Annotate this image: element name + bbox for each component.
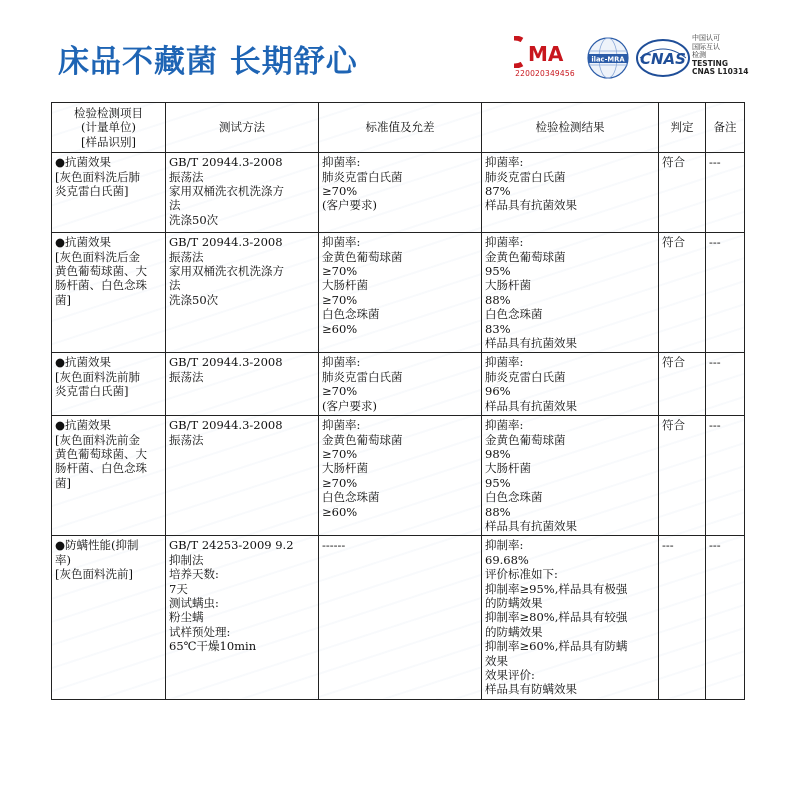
table-row <box>52 233 745 353</box>
cma-mark-icon <box>514 36 576 68</box>
standard-line: 抑菌率: <box>322 235 361 250</box>
method-line: 洗涤50次 <box>169 292 219 307</box>
header-judge: 判定 <box>659 103 706 153</box>
cnas-label: CNAS <box>640 50 686 68</box>
cell-item <box>52 416 166 536</box>
item-line: [灰色面料洗后肺 <box>55 169 140 184</box>
cell-result <box>482 536 659 699</box>
result-line: 98% <box>485 446 511 461</box>
ilac-mra-logo <box>586 36 630 84</box>
result-line: 白色念珠菌 <box>485 490 543 505</box>
result-line: 金黄色葡萄球菌 <box>485 432 566 447</box>
header-item <box>52 103 166 153</box>
cell-note: --- <box>706 536 745 699</box>
result-line: 96% <box>485 384 511 399</box>
method-line: GB/T 20944.3-2008 <box>169 355 283 370</box>
item-line: 菌] <box>55 475 71 490</box>
method-line: 振荡法 <box>169 369 204 384</box>
item-line: [灰色面料洗前金 <box>55 432 140 447</box>
standard-line: ≥60% <box>322 321 358 336</box>
result-line: 的防螨效果 <box>485 595 543 610</box>
method-line: 法 <box>169 278 181 293</box>
standard-line: ≥70% <box>322 384 358 399</box>
result-line: 抑制率≥80%,样品具有较强 <box>485 610 628 625</box>
item-line: [灰色面料洗后金 <box>55 249 140 264</box>
result-line: 抑菌率: <box>485 355 524 370</box>
cma-logo <box>514 36 576 78</box>
item-line: [灰色面料洗前] <box>55 567 133 582</box>
method-line: GB/T 20944.3-2008 <box>169 235 283 250</box>
result-line: 87% <box>485 184 511 199</box>
header-item-line: [样品识别] <box>81 134 136 149</box>
method-line: 测试螨虫: <box>169 595 219 610</box>
item-line: 菌] <box>55 292 71 307</box>
cell-standard <box>319 353 482 416</box>
cell-judge: 符合 <box>659 233 706 353</box>
method-line: 家用双桶洗衣机洗涤方 <box>169 184 284 199</box>
headline: 床品不藏菌 长期舒心 <box>58 44 358 80</box>
header-item-line: (计量单位) <box>81 120 136 135</box>
result-line: 白色念珠菌 <box>485 307 543 322</box>
standard-line: 白色念珠菌 <box>322 490 380 505</box>
cell-standard <box>319 416 482 536</box>
standard-line: (客户要求) <box>322 198 377 213</box>
item-line: 黄色葡萄球菌、大 <box>55 446 147 461</box>
standard-line: ≥70% <box>322 446 358 461</box>
header-method: 测试方法 <box>166 103 319 153</box>
cnas-line-2: 国际互认 <box>692 42 720 51</box>
item-line: 炎克雷白氏菌] <box>55 384 129 399</box>
method-line: GB/T 24253-2009 9.2 <box>169 538 294 553</box>
standard-line: 金黄色葡萄球菌 <box>322 249 403 264</box>
item-line: ●抗菌效果 <box>55 418 112 433</box>
cell-method <box>166 153 319 233</box>
standard-line: 金黄色葡萄球菌 <box>322 432 403 447</box>
header-item-line: 检验检测项目 <box>74 106 143 120</box>
cnas-mark-icon <box>636 38 690 78</box>
certification-logos <box>514 34 776 82</box>
method-line: 65℃干燥10min <box>169 639 257 654</box>
result-line: 效果 <box>485 653 508 668</box>
cell-item <box>52 353 166 416</box>
method-line: 家用双桶洗衣机洗涤方 <box>169 264 284 279</box>
standard-line: ≥70% <box>322 264 358 279</box>
cell-judge: 符合 <box>659 416 706 536</box>
result-line: 样品具有抗菌效果 <box>485 518 577 533</box>
cnas-text-block <box>692 34 776 77</box>
cnas-line-3: 检测 <box>692 51 706 60</box>
header-result: 检验检测结果 <box>482 103 659 153</box>
cell-item <box>52 153 166 233</box>
result-line: 83% <box>485 321 511 336</box>
standard-line: ------ <box>322 538 346 553</box>
standard-line: ≥70% <box>322 184 358 199</box>
table-row <box>52 536 745 699</box>
result-line: 95% <box>485 475 511 490</box>
cell-standard <box>319 233 482 353</box>
result-line: 样品具有抗菌效果 <box>485 398 577 413</box>
standard-line: 抑菌率: <box>322 355 361 370</box>
result-line: 抑制率≥95%,样品具有极强 <box>485 581 628 596</box>
item-line: ●抗菌效果 <box>55 355 112 370</box>
cell-method <box>166 416 319 536</box>
result-line: 88% <box>485 292 511 307</box>
table-header-row <box>52 103 745 153</box>
standard-line: 大肠杆菌 <box>322 461 368 476</box>
result-line: 抑制率≥60%,样品具有防螨 <box>485 639 628 654</box>
cell-note: --- <box>706 153 745 233</box>
standard-line: ≥70% <box>322 475 358 490</box>
header-standard: 标准值及允差 <box>319 103 482 153</box>
item-line: [灰色面料洗前肺 <box>55 369 140 384</box>
cell-result <box>482 233 659 353</box>
cell-standard <box>319 536 482 699</box>
method-line: 培养天数: <box>169 567 219 582</box>
result-line: 效果评价: <box>485 668 535 682</box>
result-line: 金黄色葡萄球菌 <box>485 249 566 264</box>
table-body <box>52 153 745 700</box>
result-line: 88% <box>485 504 511 519</box>
item-line: 黄色葡萄球菌、大 <box>55 264 147 279</box>
result-line: 肺炎克雷白氏菌 <box>485 169 566 184</box>
svg-text:MA: MA <box>528 42 564 66</box>
result-line: 抑制率: <box>485 538 524 553</box>
result-line: 大肠杆菌 <box>485 461 531 476</box>
table-row <box>52 353 745 416</box>
test-report-table <box>51 102 745 700</box>
standard-line: 抑菌率: <box>322 155 361 170</box>
result-line: 的防螨效果 <box>485 624 543 639</box>
method-line: 抑制法 <box>169 552 204 567</box>
method-line: 振荡法 <box>169 249 204 264</box>
cell-item <box>52 536 166 699</box>
method-line: 振荡法 <box>169 169 204 184</box>
cell-result <box>482 153 659 233</box>
method-line: 试样预处理: <box>169 624 231 639</box>
cnas-line-4: TESTING <box>692 58 728 68</box>
result-line: 评价标准如下: <box>485 567 558 582</box>
result-line: 样品具有防螨效果 <box>485 682 577 697</box>
method-line: GB/T 20944.3-2008 <box>169 418 283 433</box>
result-line: 抑菌率: <box>485 418 524 433</box>
result-line: 抑菌率: <box>485 235 524 250</box>
result-line: 抑菌率: <box>485 155 524 170</box>
result-line: 样品具有抗菌效果 <box>485 198 577 213</box>
method-line: 粉尘螨 <box>169 610 204 625</box>
cnas-line-1: 中国认可 <box>692 34 720 42</box>
table-row <box>52 416 745 536</box>
cell-item <box>52 233 166 353</box>
result-line: 样品具有抗菌效果 <box>485 336 577 351</box>
standard-line: 大肠杆菌 <box>322 278 368 293</box>
item-line: ●抗菌效果 <box>55 155 112 170</box>
cell-result <box>482 353 659 416</box>
cell-note: --- <box>706 233 745 353</box>
method-line: 振荡法 <box>169 432 204 447</box>
method-line: 洗涤50次 <box>169 212 219 227</box>
item-line: 率) <box>55 552 71 567</box>
cell-judge: 符合 <box>659 353 706 416</box>
ilac-globe-icon <box>586 36 630 80</box>
cell-standard <box>319 153 482 233</box>
result-line: 69.68% <box>485 552 529 567</box>
cell-result <box>482 416 659 536</box>
method-line: 7天 <box>169 581 188 596</box>
standard-line: 肺炎克雷白氏菌 <box>322 369 403 384</box>
cell-method <box>166 353 319 416</box>
method-line: GB/T 20944.3-2008 <box>169 155 283 170</box>
item-line: 肠杆菌、白色念珠 <box>55 461 147 476</box>
standard-line: 白色念珠菌 <box>322 307 380 322</box>
standard-line: 抑菌率: <box>322 418 361 433</box>
cell-note: --- <box>706 416 745 536</box>
cell-note: --- <box>706 353 745 416</box>
item-line: ●抗菌效果 <box>55 235 112 250</box>
ilac-label: ilac-MRA <box>591 55 625 64</box>
standard-line: ≥60% <box>322 504 358 519</box>
table-row <box>52 153 745 233</box>
cell-judge: --- <box>659 536 706 699</box>
method-line: 法 <box>169 198 181 213</box>
standard-line: ≥70% <box>322 292 358 307</box>
item-line: 炎克雷白氏菌] <box>55 184 129 199</box>
header-note: 备注 <box>706 103 745 153</box>
item-line: ●防螨性能(抑制 <box>55 538 139 553</box>
result-line: 95% <box>485 264 511 279</box>
cell-method <box>166 536 319 699</box>
cma-number: 220020349456 <box>515 69 575 78</box>
item-line: 肠杆菌、白色念珠 <box>55 278 147 293</box>
cell-judge: 符合 <box>659 153 706 233</box>
result-line: 大肠杆菌 <box>485 278 531 293</box>
result-line: 肺炎克雷白氏菌 <box>485 369 566 384</box>
standard-line: 肺炎克雷白氏菌 <box>322 169 403 184</box>
cnas-logo <box>636 38 690 82</box>
standard-line: (客户要求) <box>322 398 377 413</box>
cnas-line-5: CNAS L10314 <box>692 67 749 77</box>
cell-method <box>166 233 319 353</box>
